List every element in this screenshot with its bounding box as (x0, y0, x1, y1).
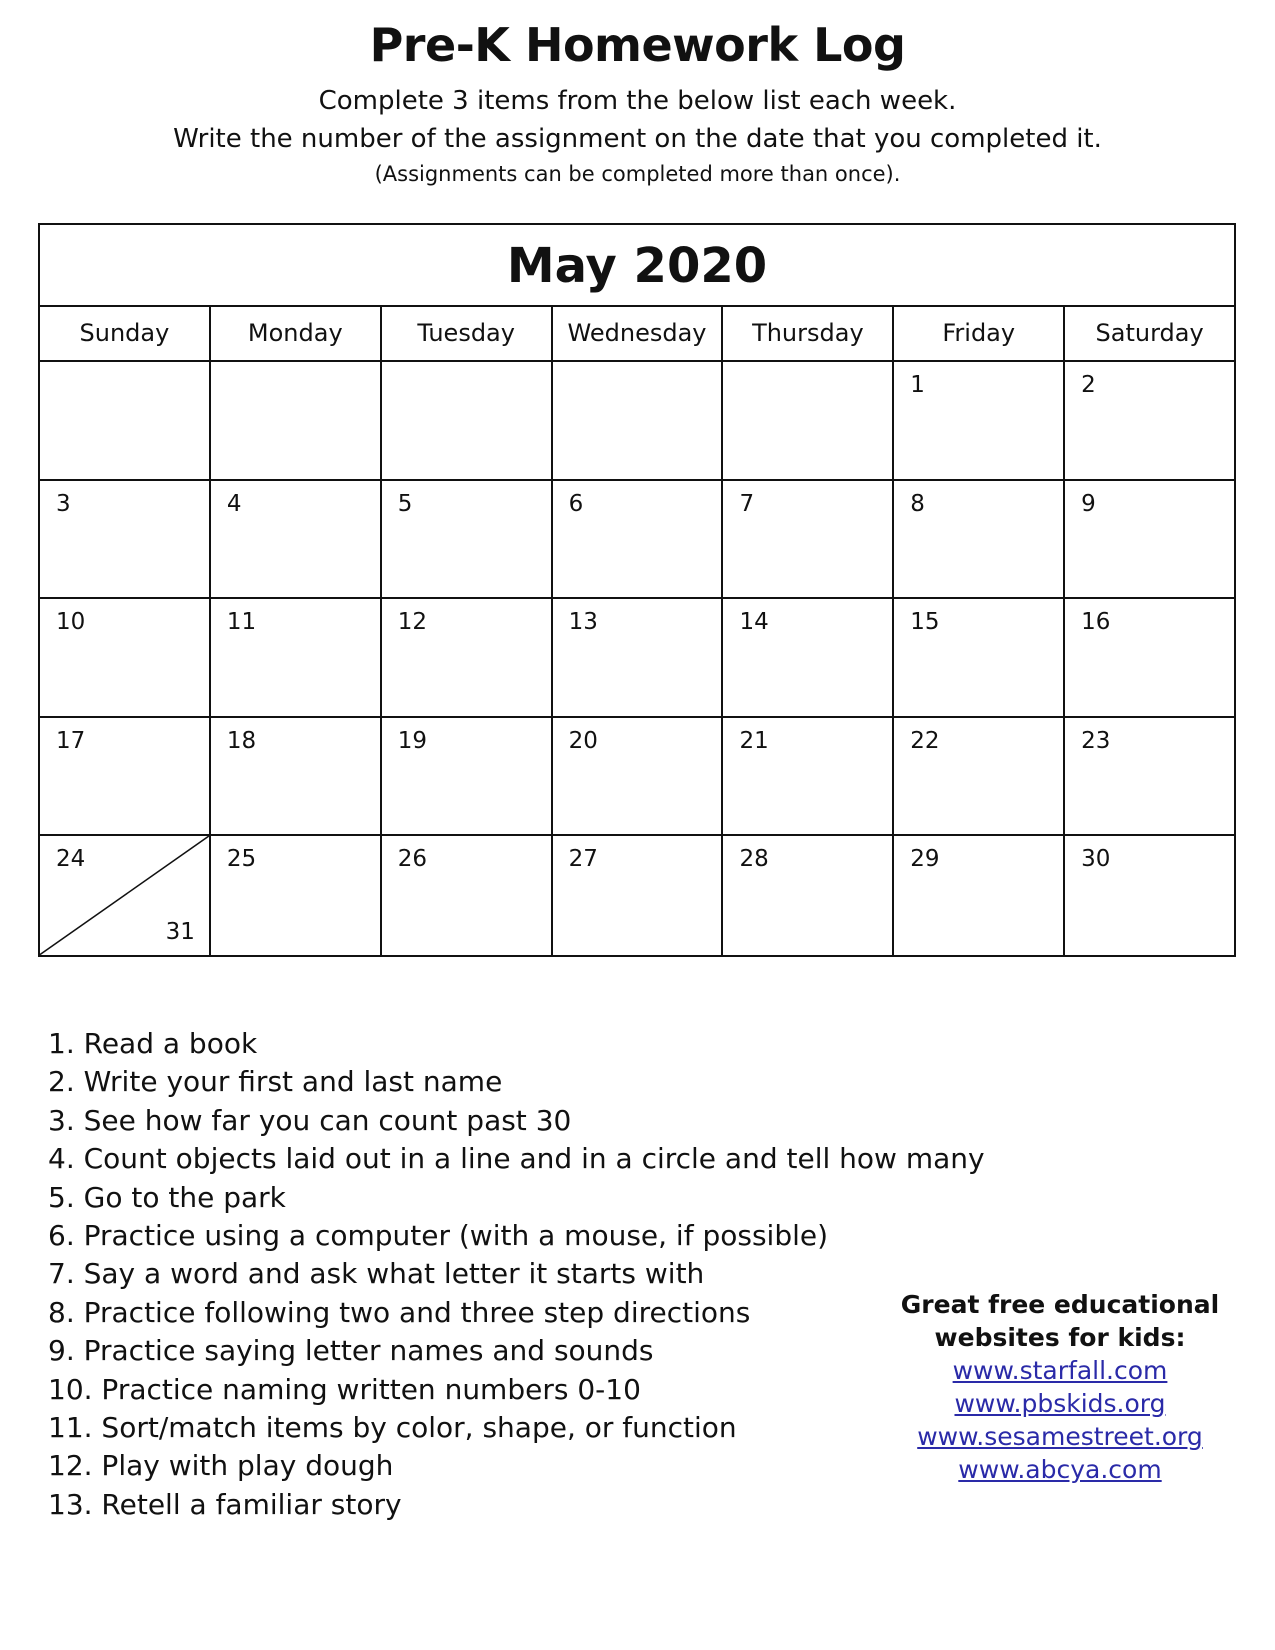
calendar-day-cell (382, 599, 553, 716)
assignment-item: 7. Say a word and ask what letter it starts with (48, 1257, 705, 1291)
day-number: 14 (739, 609, 769, 636)
day-number: 16 (1081, 609, 1111, 636)
day-number: 6 (568, 490, 584, 517)
day-number: 13 (568, 609, 598, 636)
assignment-list (48, 1025, 985, 1524)
dow-thursday: Thursday (723, 307, 894, 360)
day-number: 3 (56, 490, 71, 517)
calendar-day-cell (1065, 599, 1234, 716)
assignment-item: 12. Play with play dough (48, 1449, 394, 1483)
calendar-week-row (40, 362, 1234, 481)
calendar-day-cell (723, 718, 894, 835)
day-number: 15 (910, 609, 940, 636)
resources-heading-line-2: websites for kids: (934, 1323, 1186, 1352)
assignment-item: 4. Count objects laid out in a line and in a circle and tell how many (48, 1142, 985, 1176)
calendar-day-cell (894, 362, 1065, 479)
calendar-day-cell (40, 362, 211, 479)
day-number: 4 (226, 490, 242, 517)
calendar (38, 223, 1236, 957)
day-number: 2 (1081, 372, 1096, 398)
dow-wednesday: Wednesday (553, 307, 724, 360)
day-number: 26 (397, 846, 427, 873)
day-number: 7 (739, 490, 755, 517)
day-number: 30 (1081, 846, 1111, 873)
day-number: 28 (739, 846, 769, 873)
dow-friday: Friday (894, 307, 1065, 360)
assignment-item: 13. Retell a familiar story (48, 1487, 402, 1521)
days-of-week-row (40, 307, 1234, 362)
calendar-day-cell (894, 599, 1065, 716)
calendar-day-cell (553, 718, 724, 835)
page-title: Pre-K Homework Log (369, 18, 906, 72)
calendar-day-cell (211, 481, 382, 598)
calendar-day-cell (1065, 481, 1234, 598)
day-number: 25 (226, 846, 257, 873)
calendar-day-cell (553, 836, 724, 955)
resource-link[interactable]: www.sesamestreet.org (917, 1422, 1203, 1451)
dow-tuesday: Tuesday (382, 307, 553, 360)
calendar-day-cell (40, 836, 211, 955)
day-number: 11 (226, 609, 257, 636)
calendar-day-cell (40, 718, 211, 835)
calendar-day-cell (894, 481, 1065, 598)
calendar-day-cell (723, 599, 894, 716)
assignment-item: 3. See how far you can count past 30 (48, 1103, 572, 1137)
assignment-item: 2. Write your first and last name (48, 1065, 503, 1099)
calendar-week-row (40, 599, 1234, 718)
calendar-day-cell (723, 362, 894, 479)
assignment-item: 1. Read a book (48, 1027, 258, 1060)
calendar-day-cell (40, 481, 211, 598)
assignment-item: 10. Practice naming written numbers 0-10 (48, 1372, 641, 1406)
calendar-day-cell (382, 481, 553, 598)
day-number: 17 (56, 727, 86, 754)
day-number: 29 (910, 846, 940, 873)
calendar-weeks (40, 362, 1234, 955)
calendar-day-cell (382, 718, 553, 835)
day-number: 24 (56, 846, 86, 873)
resources-box (880, 1288, 1240, 1486)
day-number: 12 (397, 609, 427, 636)
day-number: 21 (739, 727, 769, 754)
calendar-day-cell (553, 481, 724, 598)
day-number: 20 (568, 727, 598, 754)
day-number: 19 (397, 727, 427, 754)
calendar-day-cell (1065, 718, 1234, 835)
calendar-day-cell (40, 599, 211, 716)
day-number: 10 (56, 609, 86, 636)
calendar-day-cell (1065, 362, 1234, 479)
calendar-day-cell (382, 362, 553, 479)
instructions-line-2: Write the number of the assignment on the date that you completed it. (173, 124, 1102, 154)
resource-link[interactable]: www.starfall.com (952, 1356, 1168, 1385)
day-number: 23 (1081, 727, 1111, 754)
calendar-day-cell (894, 718, 1065, 835)
calendar-week-row (40, 836, 1234, 955)
dow-monday: Monday (211, 307, 382, 360)
calendar-month-title: May 2020 (40, 225, 1234, 307)
resource-link[interactable]: www.abcya.com (958, 1455, 1162, 1484)
calendar-day-cell (553, 362, 724, 479)
day-number: 9 (1081, 490, 1096, 517)
calendar-week-row (40, 718, 1234, 837)
assignment-item: 9. Practice saying letter names and sounds (48, 1334, 654, 1368)
dow-saturday: Saturday (1095, 319, 1204, 347)
assignment-item: 5. Go to the park (48, 1180, 286, 1214)
day-number-31: 31 (165, 918, 195, 945)
assignment-item: 8. Practice following two and three step directions (48, 1295, 751, 1329)
calendar-day-cell (382, 836, 553, 955)
calendar-day-cell (553, 599, 724, 716)
assignment-item: 11. Sort/match items by color, shape, or function (48, 1410, 737, 1444)
calendar-day-cell (894, 836, 1065, 955)
calendar-day-cell (723, 481, 894, 598)
resources-heading-line-1: Great free educational (900, 1290, 1220, 1319)
day-number: 1 (910, 372, 925, 398)
instructions-note: (Assignments can be completed more than once). (374, 162, 901, 186)
calendar-day-cell (211, 362, 382, 479)
day-number: 18 (226, 727, 257, 754)
calendar-day-cell (1065, 836, 1234, 955)
resource-link[interactable]: www.pbskids.org (954, 1389, 1166, 1418)
calendar-day-cell (211, 599, 382, 716)
calendar-day-cell (211, 718, 382, 835)
day-number: 27 (568, 846, 598, 873)
day-number: 8 (910, 490, 925, 517)
calendar-week-row (40, 481, 1234, 600)
day-number: 22 (910, 727, 940, 754)
dow-sunday: Sunday (40, 307, 211, 360)
instructions-line-1: Complete 3 items from the below list each week. (318, 86, 957, 116)
calendar-day-cell (211, 836, 382, 955)
day-number: 5 (397, 490, 413, 517)
assignment-item: 6. Practice using a computer (with a mouse, if possible) (48, 1218, 829, 1252)
calendar-day-cell (723, 836, 894, 955)
